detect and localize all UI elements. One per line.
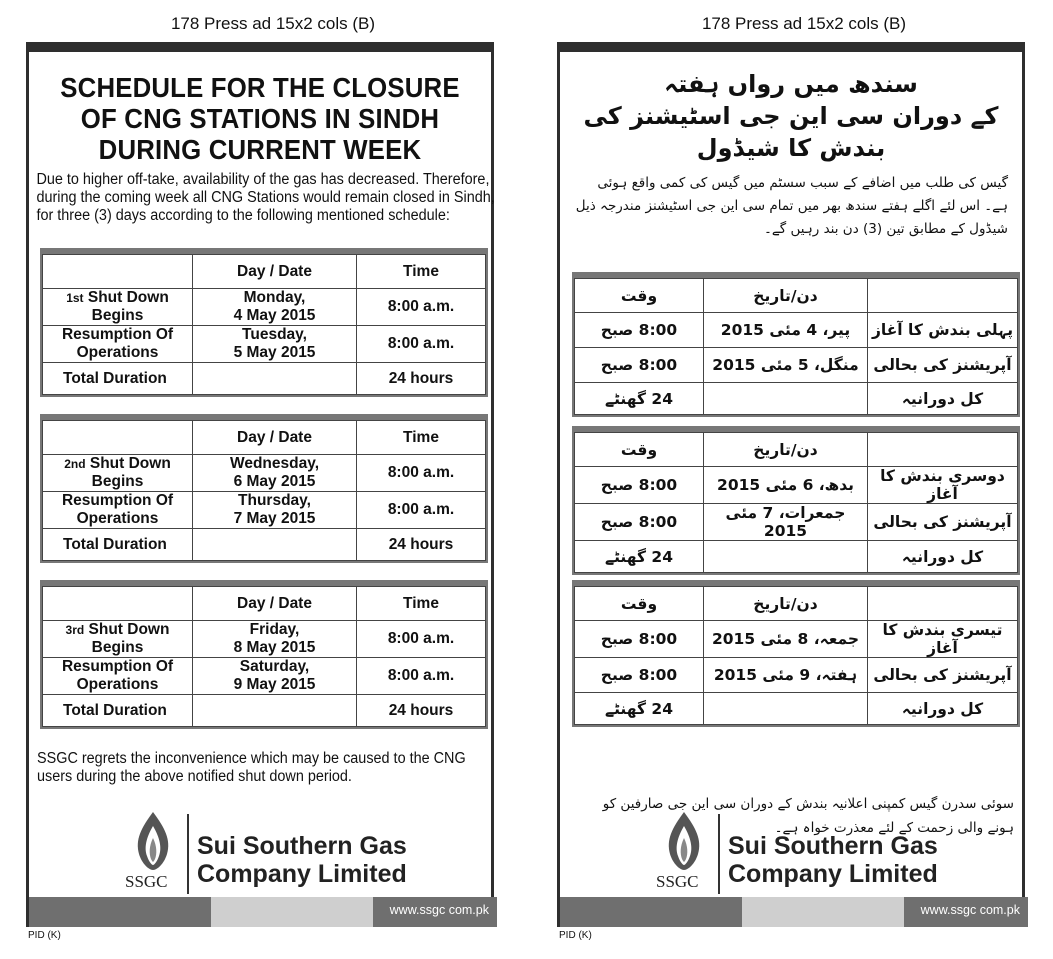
website-link[interactable]: www.ssgc com.pk: [389, 903, 489, 917]
schedule-block-2: Day / Date Time 2nd Shut Down Begins Wednesday, 6 May 2015 8:00 a.m. Resumption Of Operations Thursday, 7 May 2015 8:00 a.m. Total Duration 24 hours: [40, 414, 488, 563]
company-name: Sui Southern Gas Company Limited: [728, 832, 938, 888]
table-row: 24 گھنٹے کل دورانیہ: [575, 693, 1018, 725]
table-row: 8:00 صبح جمعہ، 8 مئی 2015 تیسری بندش کا آغاز: [575, 621, 1018, 658]
english-title: SCHEDULE FOR THE CLOSURE OF CNG STATIONS IN SINDH DURING CURRENT WEEK: [60, 72, 460, 165]
table-row: 1st Shut Down Begins Monday, 4 May 2015 8:00 a.m.: [43, 289, 486, 326]
schedule-block-3: Day / Date Time 3rd Shut Down Begins Friday, 8 May 2015 8:00 a.m. Resumption Of Operations Saturday, 9 May 2015 8:00 a.m. Total Duration 24 hours: [40, 580, 488, 729]
table-row: Resumption Of Operations Saturday, 9 May 2015 8:00 a.m.: [43, 658, 486, 695]
pid-label-right: PID (K): [559, 930, 592, 941]
table-row: 8:00 صبح بدھ، 6 مئی 2015 دوسری بندش کا آغاز: [575, 467, 1018, 504]
urdu-title: سندھ میں رواں ہفتہ کے دوران سی این جی اسٹیشنز کی بندش کا شیڈول: [583, 70, 999, 162]
table-row: 8:00 صبح پیر، 4 مئی 2015 پہلی بندش کا آغاز: [575, 313, 1018, 348]
logo-abbr: SSGC: [656, 872, 699, 891]
urdu-schedule-block-1: وقت دن/تاریخ 8:00 صبح پیر، 4 مئی 2015 پہلی بندش کا آغاز 8:00 صبح منگل، 5 مئی 2015 آپریشنز کی بحالی 24 گھنٹے کل دورانیہ: [572, 272, 1020, 417]
table-row: Total Duration 24 hours: [43, 363, 486, 395]
table-row: 8:00 صبح ہفتہ، 9 مئی 2015 آپریشنز کی بحالی: [575, 658, 1018, 693]
english-intro: Due to higher off-take, availability of the gas has decreased. Therefore, during the coming week all CNG Stations would remain closed in Sindh, for three (3) days according to the following mentioned schedule:: [36, 171, 495, 224]
footer-bar-urdu: [560, 897, 1028, 927]
schedule-block-1: [40, 248, 488, 397]
time-header: Time: [357, 255, 486, 289]
ssgc-logo: [125, 810, 425, 890]
caption-left: 178 Press ad 15x2 cols (B): [170, 14, 376, 33]
table-row: Resumption Of Operations Tuesday, 5 May 2015 8:00 a.m.: [43, 326, 486, 363]
website-link[interactable]: www.ssgc com.pk: [920, 903, 1020, 917]
footer-bar: [29, 897, 497, 927]
table-row: 24 گھنٹے کل دورانیہ: [575, 541, 1018, 573]
company-name: Sui Southern Gas Company Limited: [197, 832, 407, 888]
english-ad: [26, 42, 494, 927]
flame-icon: [133, 810, 173, 872]
flame-icon: [664, 810, 704, 872]
table-row: 8:00 صبح منگل، 5 مئی 2015 آپریشنز کی بحالی: [575, 348, 1018, 383]
table-row: Total Duration 24 hours: [43, 695, 486, 727]
urdu-regret: سوئی سدرن گیس کمپنی اعلانیہ بندش کے دوران سی این جی صارفین کو ہونے والی زحمت کے لئے معذرت خواہ ہے۔: [602, 796, 1014, 836]
table-row: Total Duration 24 hours: [43, 529, 486, 561]
schedule-table: [42, 254, 486, 395]
urdu-schedule-block-2: وقت دن/تاریخ 8:00 صبح بدھ، 6 مئی 2015 دوسری بندش کا آغاز 8:00 صبح جمعرات، 7 مئی 2015 آپریشنز کی بحالی 24 گھنٹے کل دورانیہ: [572, 426, 1020, 575]
table-row: Resumption Of Operations Thursday, 7 May 2015 8:00 a.m.: [43, 492, 486, 529]
day-date-header: Day / Date: [193, 255, 357, 289]
caption-right: 178 Press ad 15x2 cols (B): [701, 14, 907, 33]
english-regret: SSGC regrets the inconvenience which may be caused to the CNG users during the above notified shut down period.: [37, 750, 466, 785]
table-row: 3rd Shut Down Begins Friday, 8 May 2015 8:00 a.m.: [43, 621, 486, 658]
ssgc-logo-urdu: [656, 810, 956, 890]
logo-abbr: SSGC: [125, 872, 168, 891]
table-row: 2nd Shut Down Begins Wednesday, 6 May 2015 8:00 a.m.: [43, 455, 486, 492]
pid-label-left: PID (K): [28, 930, 61, 941]
urdu-schedule-block-3: وقت دن/تاریخ 8:00 صبح جمعہ، 8 مئی 2015 تیسری بندش کا آغاز 8:00 صبح ہفتہ، 9 مئی 2015 آپریشنز کی بحالی 24 گھنٹے کل دورانیہ: [572, 580, 1020, 727]
table-row: 24 گھنٹے کل دورانیہ: [575, 383, 1018, 415]
urdu-ad: [557, 42, 1025, 927]
urdu-intro: گیس کی طلب میں اضافے کے سبب سسٹم میں گیس کی کمی واقع ہوئی ہے۔ اس لئے اگلے ہفتے سندھ بھر میں تمام سی این جی اسٹیشنز مندرجہ ذیل شیڈول کے مطابق تین (3) دن بند رہیں گے۔: [575, 175, 1008, 237]
table-row: 8:00 صبح جمعرات، 7 مئی 2015 آپریشنز کی بحالی: [575, 504, 1018, 541]
